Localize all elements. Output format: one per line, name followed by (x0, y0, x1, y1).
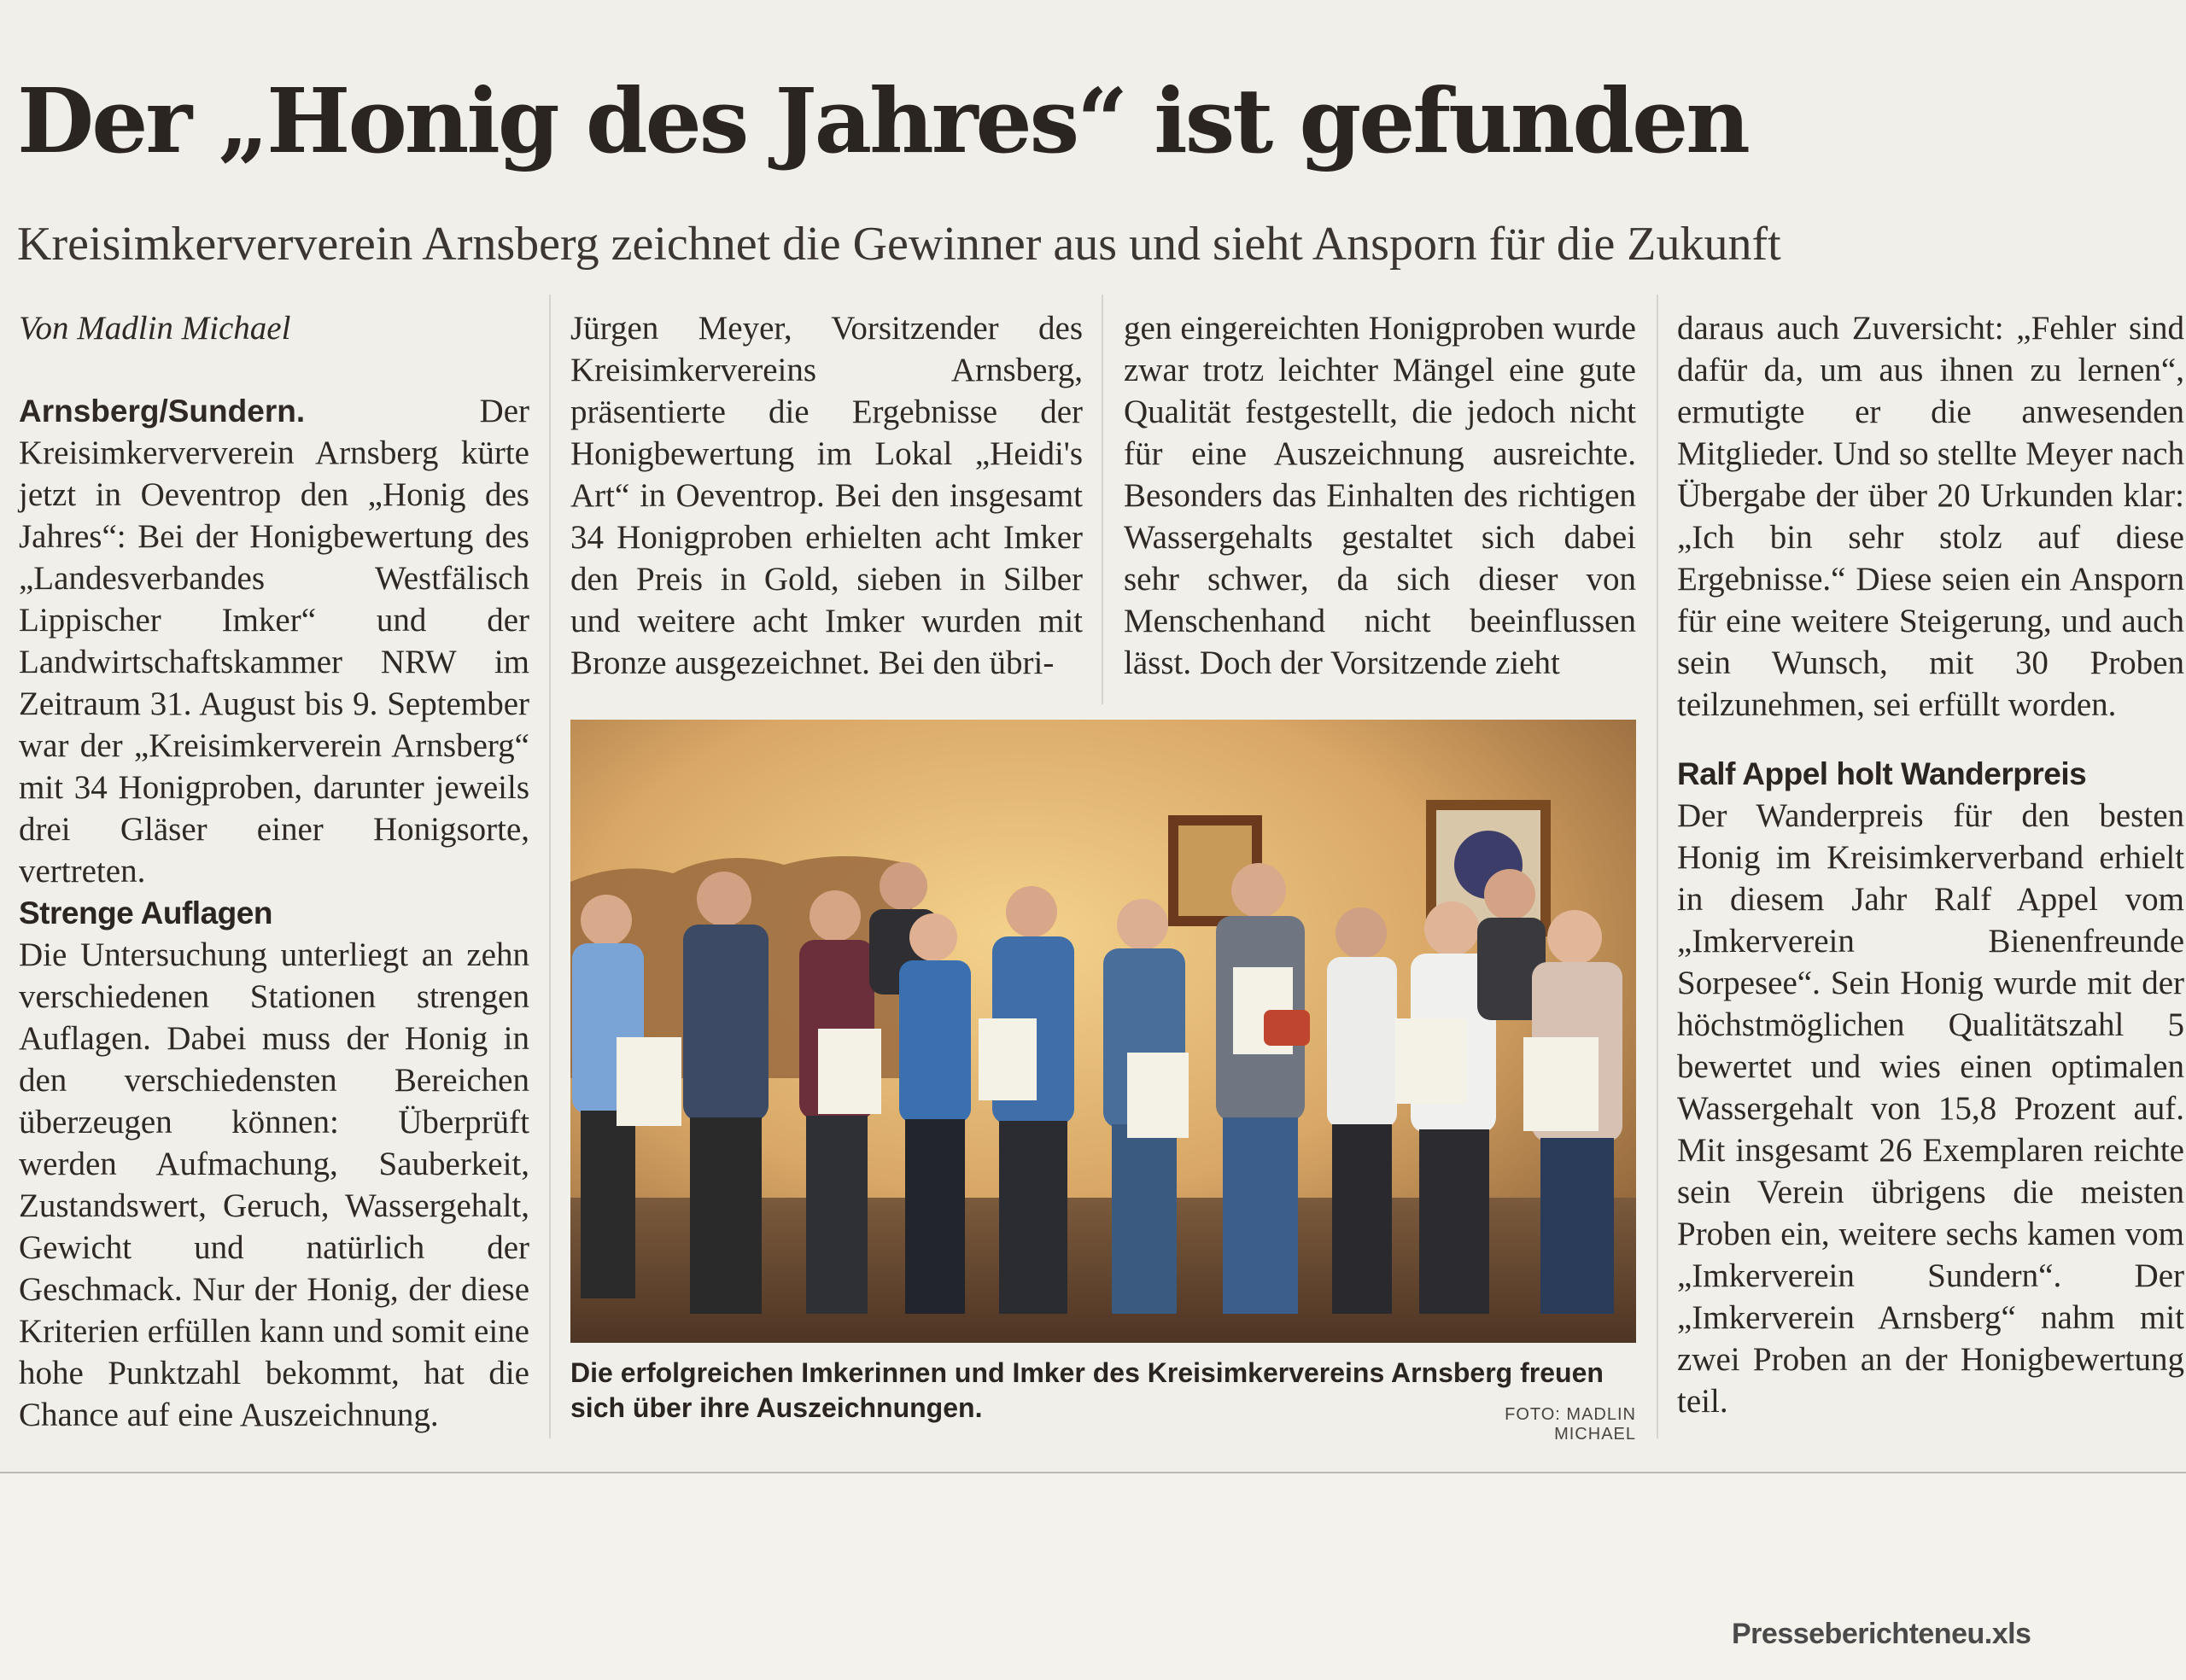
group-photo (570, 720, 1636, 1343)
footer-filename: Presseberichteneu.xls (1732, 1618, 2031, 1650)
column-divider (1657, 295, 1658, 1438)
article-column-3 (1124, 307, 1636, 684)
clipping-edge (0, 1472, 2186, 1473)
intro-paragraph (19, 390, 529, 892)
column-2-paragraph: Jürgen Meyer, Vorsitzender des Kreisimkervereins Arnsberg, präsentierte die Ergebnisse der Honigbewertung im Lokal „Heidi's Art“ in Oeventrop. Bei den insgesamt 34 Honigproben erhielten acht Imker den Preis in Gold, sieben in Silber und weitere acht Imker wurden mit Bronze ausgezeichnet. Bei den übri- (570, 310, 1083, 681)
photo-caption: Die erfolgreichen Imkerinnen und Imker des Kreisimkervereins Arnsberg freuen sich über ihre Auszeichnungen. (570, 1357, 1604, 1423)
article-column-2 (570, 307, 1083, 684)
section-heading-strenge-auflagen: Strenge Auflagen (19, 895, 272, 930)
group-photo-illustration (570, 720, 1636, 1343)
photo-credit: FOTO: MADLIN MICHAEL (1505, 1405, 1636, 1444)
section-heading-wanderpreis: Ralf Appel holt Wanderpreis (1677, 756, 2087, 791)
section-2-paragraph: Der Wanderpreis für den besten Honig im Kreisimkerverband erhielt in diesem Jahr Ralf Appel vom „Imkerverein Bienenfreunde Sorpesee“. Sein Honig wurde mit der höchstmöglichen Qualitätszahl 5 bewertet und wies einen optimalen Wassergehalt von 15,8 Prozent auf. Mit insgesamt 26 Exemplaren reichte sein Verein übrigens die meisten Proben ein, weitere sechs kamen vom „Imkerverein Sundern“. Der „Imkerverein Arnsberg“ nahm mit zwei Proben an der Honigbewertung teil. (1677, 797, 2184, 1420)
column-divider (549, 295, 551, 1438)
article-headline: Der „Honig des Jahres“ ist gefunden (17, 68, 1748, 173)
article-column-4 (1677, 307, 2184, 1422)
intro-text: Der Kreisimkerververein Arnsberg kürte jetzt in Oeventrop den „Honig des Jahres“: Bei der Honigbewertung des „Landesverbandes Westfälisch Lippischer Imker“ und der Landwirtschaftskammer NRW im Zeitraum 31. August bis 9. September war der „Kreisimkerverein Arnsberg“ mit 34 Honigproben, darunter jeweils drei Gläser einer Honigsorte, vertreten. (19, 393, 529, 890)
column-4-paragraph: daraus auch Zuversicht: „Fehler sind dafür da, um aus ihnen zu lernen“, ermutigte er die anwesenden Mitglieder. Und so stellte Meyer nach Übergabe der über 20 Urkunden klar: „Ich bin sehr stolz auf diese Ergebnisse.“ Diese seien ein Ansporn für eine weitere Steigerung, und auch sein Wunsch, mit 30 Proben teilzunehmen, sei erfüllt worden. (1677, 310, 2184, 723)
article-subheadline: Kreisimkerververein Arnsberg zeichnet die Gewinner aus und sieht Ansporn für die Zukunft (17, 218, 1781, 271)
column-divider (1102, 295, 1103, 704)
section-1-paragraph: Die Untersuchung unterliegt an zehn verschiedenen Stationen strengen Auflagen. Dabei muss der Honig in den verschiedensten Bereichen überzeugen können: Überprüft werden Aufmachung, Sauberkeit, Zustandswert, Geruch, Wassergehalt, Gewicht und natürlich der Geschmack. Nur der Honig, der diese Kriterien erfüllen kann und somit eine hohe Punktzahl bekommt, hat die Chance auf eine Auszeichnung. (19, 936, 529, 1433)
byline: Von Madlin Michael (19, 310, 291, 347)
dateline: Arnsberg/Sundern. (19, 394, 306, 429)
column-3-paragraph: gen eingereichten Honigproben wurde zwar trotz leichter Mängel eine gute Qualität festgestellt, die jedoch nicht für eine Auszeichnung ausreichte. Besonders das Einhalten des richtigen Wassergehalts gestaltet sich dabei sehr schwer, da sich dieser von Menschenhand nicht beeinflussen lässt. Doch der Vorsitzende zieht (1124, 310, 1636, 681)
article-column-1 (19, 307, 529, 1436)
